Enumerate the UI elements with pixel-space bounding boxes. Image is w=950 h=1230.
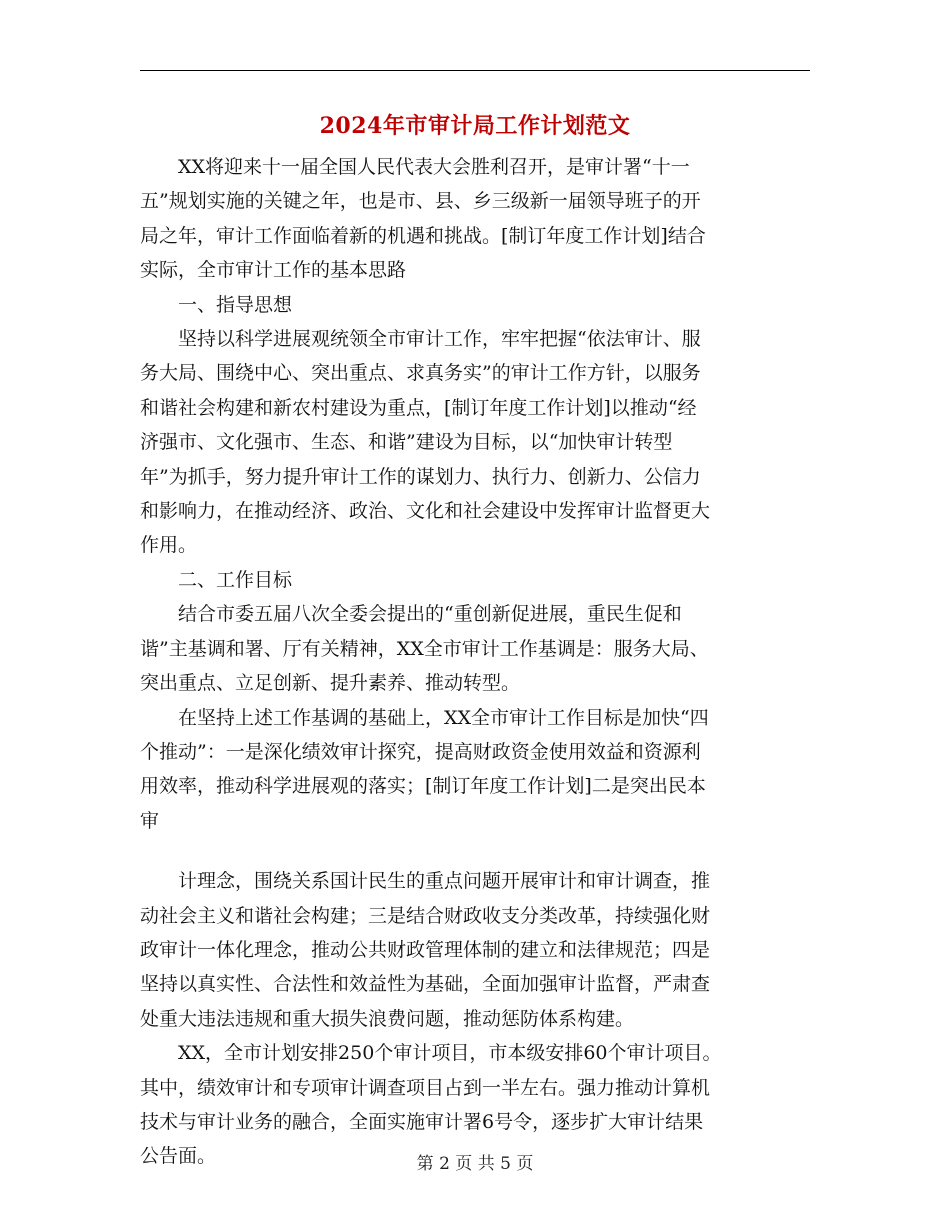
text-line: 局之年，审计工作面临着新的机遇和挑战。[制订年度工作计划]结合 xyxy=(140,224,706,247)
text-line: 计理念，围绕关系国计民生的重点问题开展审计和审计调查，推 xyxy=(178,870,711,893)
document-title: 2024年市审计局工作计划范文 xyxy=(319,113,631,139)
text-line: 实际，全市审计工作的基本思路 xyxy=(140,259,407,282)
text-line: 处重大违法违规和重大损失浪费问题，推动惩防体系构建。 xyxy=(140,1007,635,1030)
text-line: 在坚持上述工作基调的基础上，XX全市审计工作目标是加快“四 xyxy=(178,706,709,729)
text-line: 其中，绩效审计和专项审计调查项目占到一半左右。强力推动计算机 xyxy=(140,1076,711,1099)
page-number: 第 2 页 共 5 页 xyxy=(416,1154,534,1174)
text-line: 用效率，推动科学进展观的落实；[制订年度工作计划]二是突出民本 xyxy=(140,775,706,798)
document-body xyxy=(140,150,800,1174)
text-line: 和影响力，在推动经济、政治、文化和社会建设中发挥审计监督更大 xyxy=(140,500,711,523)
text-line: 一、指导思想 xyxy=(178,293,293,316)
text-line: 和谐社会构建和新农村建设为重点，[制订年度工作计划]以推动“经 xyxy=(140,396,697,419)
paragraph-gap xyxy=(140,838,800,864)
section-heading-2 xyxy=(140,563,800,597)
text-line: XX将迎来十一届全国人民代表大会胜利召开，是审计署“十一 xyxy=(178,156,690,178)
text-line: XX，全市计划安排250个审计项目，市本级安排60个审计项目。 xyxy=(178,1042,722,1065)
paragraph-guiding-thought xyxy=(140,322,800,563)
text-line: 坚持以科学进展观统领全市审计工作，牢牢把握“依法审计、服 xyxy=(178,328,701,351)
paragraph-four-drives xyxy=(140,701,800,839)
text-line: 作用。 xyxy=(140,534,198,557)
text-line: 技术与审计业务的融合，全面实施审计署6号令，逐步扩大审计结果 xyxy=(140,1110,704,1133)
text-line: 动社会主义和谐社会构建；三是结合财政收支分类改革，持续强化财 xyxy=(140,904,711,927)
text-line: 五”规划实施的关键之年，也是市、县、乡三级新一届领导班子的开 xyxy=(140,190,701,213)
text-line: 坚持以真实性、合法性和效益性为基础，全面加强审计监督，严肃查 xyxy=(140,973,711,996)
text-line: 结合市委五届八次全委会提出的“重创新促进展，重民生促和 xyxy=(178,603,682,626)
paragraph-work-goal xyxy=(140,597,800,700)
text-line: 审 xyxy=(140,809,160,832)
text-line: 公告面。 xyxy=(140,1145,217,1168)
text-line: 政审计一体化理念，推动公共财政管理体制的建立和法律规范；四是 xyxy=(140,938,711,961)
paragraph-intro xyxy=(140,150,800,288)
section-heading-1 xyxy=(140,288,800,322)
text-line: 谐”主基调和署、厅有关精神，XX全市审计工作基调是：服务大局、 xyxy=(140,637,709,660)
text-line: 济强市、文化强市、生态、和谐”建设为目标，以“加快审计转型 xyxy=(140,431,673,454)
text-line: 年”为抓手，努力提升审计工作的谋划力、执行力、创新力、公信力 xyxy=(140,465,701,488)
header-rule xyxy=(140,70,810,71)
paragraph-audit-concept xyxy=(140,864,800,1036)
text-line: 突出重点、立足创新、提升素养、推动转型。 xyxy=(140,672,521,695)
text-line: 务大局、围绕中心、突出重点、求真务实”的审计工作方针，以服务 xyxy=(140,362,701,385)
text-line: 个推动”：一是深化绩效审计探究，提高财政资金使用效益和资源利 xyxy=(140,740,701,763)
text-line: 二、工作目标 xyxy=(178,568,293,591)
